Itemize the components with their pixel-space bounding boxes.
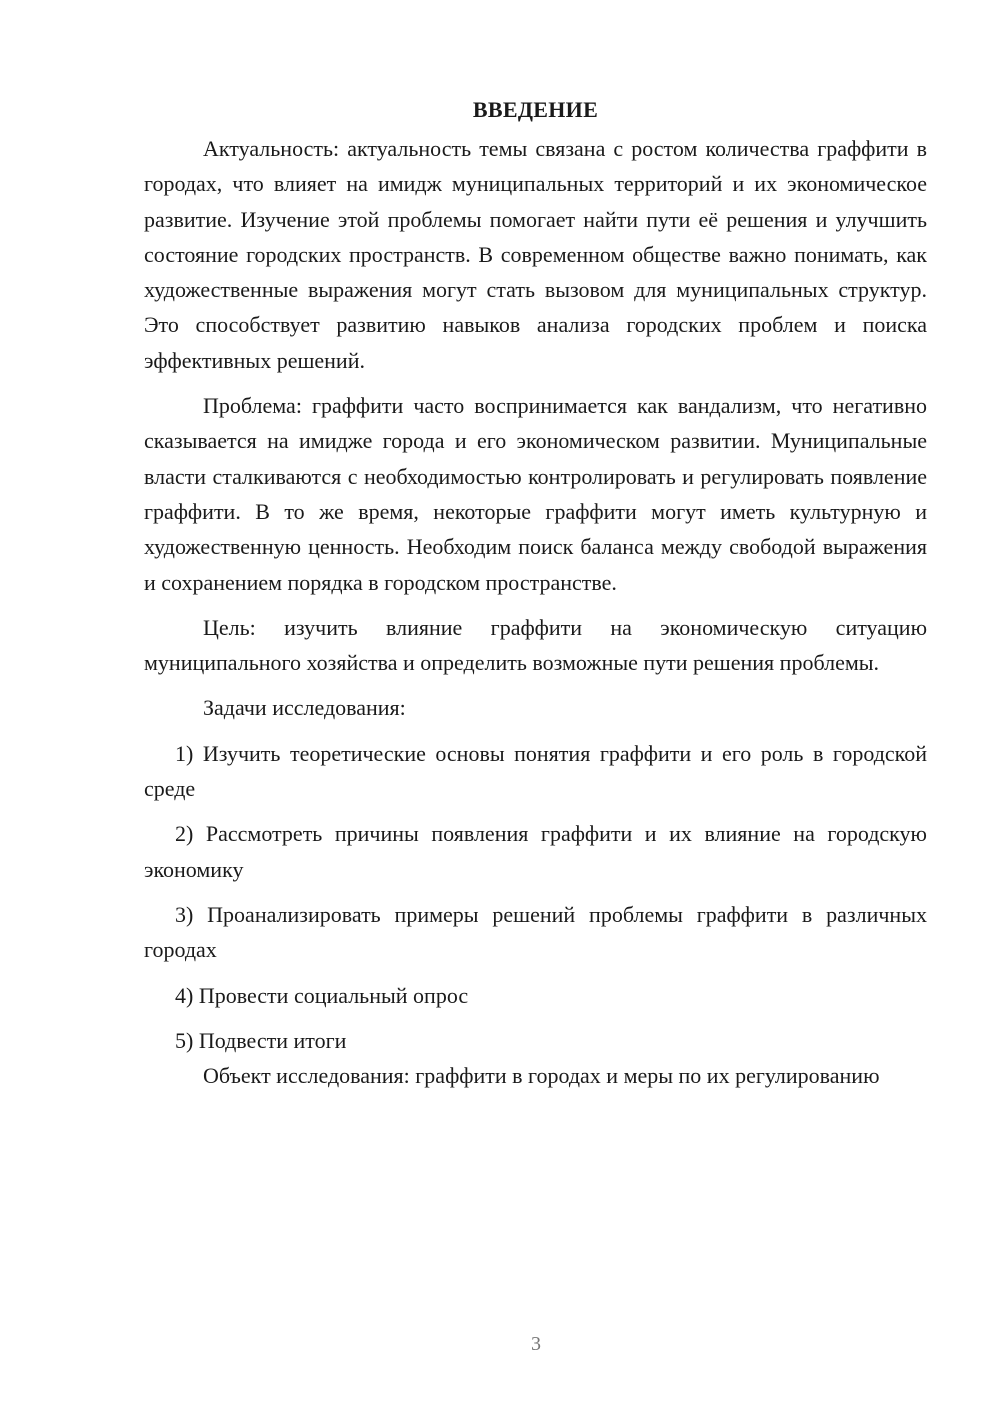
task-item: 1) Изучить теоретические основы понятия граффити и его роль в городской среде xyxy=(144,740,927,802)
task-item: 3) Проанализировать примеры решений проблемы граффити в различных городах xyxy=(144,901,927,963)
paragraph-problem: Проблема: граффити часто воспринимается как вандализм, что негативно сказывается на имидже города и его экономическом развитии. Муниципальные власти сталкиваются с необходимостью контролировать и регулировать появление граффити. В то же время, некоторые граффити могут иметь культурную и художественную ценность. Необходим поиск баланса между свободой выражения и сохранением порядка в городском пространстве. xyxy=(144,393,927,595)
paragraph-goal: Цель: изучить влияние граффити на экономическую ситуацию муниципального хозяйства и определить возможные пути решения проблемы. xyxy=(144,614,927,676)
task-item: 4) Провести социальный опрос xyxy=(175,982,469,1008)
paragraph-object: Объект исследования: граффити в городах и меры по их регулированию xyxy=(203,1063,880,1089)
document-page xyxy=(144,92,927,1093)
task-item: 5) Подвести итоги xyxy=(175,1027,347,1053)
task-item: 2) Рассмотреть причины появления граффити и их влияние на городскую экономику xyxy=(144,821,927,882)
page-number: 3 xyxy=(531,1333,541,1355)
section-heading: ВВЕДЕНИЕ xyxy=(472,97,599,122)
paragraph-relevance: Актуальность: актуальность темы связана с ростом количества граффити в городах, что влияет на имидж муниципальных территорий и их экономическое развитие. Изучение этой проблемы помогает найти пути её решения и улучшить состояние городских пространств. В современном обществе важно понимать, как художественные выражения могут стать вызовом для муниципальных структур. Это способствует развитию навыков анализа городских проблем и поиска эффективных решений. xyxy=(144,136,927,373)
tasks-heading: Задачи исследования: xyxy=(203,695,406,721)
